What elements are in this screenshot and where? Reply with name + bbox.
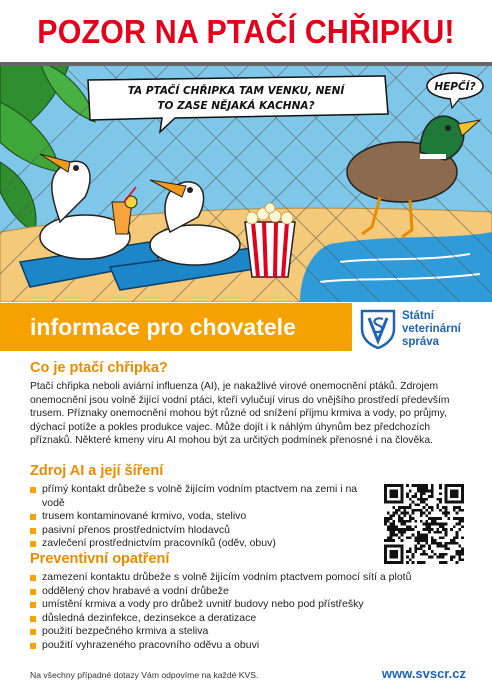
svs-logo [360,309,490,349]
section-what-is [30,360,470,457]
audience-banner: informace pro chovatele [0,303,352,351]
svs-shield-icon [360,309,396,349]
cartoon-illustration [0,62,492,302]
list-item: zavlečení prostřednictvím pracovníků (oděv, obuv) [30,537,380,551]
list-item: přímý kontakt drůbeže s volně žijícím vodním ptactvem na zemi i na vodě [30,483,380,510]
list-item: důsledná dezinfekce, dezinsekce a deratizace [30,612,470,626]
list-item: použití bezpečného krmiva a steliva [30,625,470,639]
section-prevention [30,551,470,653]
website-link[interactable]: www.svscr.cz [381,666,466,681]
bubble-right-text: HEPČÍ? [434,81,476,93]
logo-line2: veterinární [402,323,461,335]
logo-line3: správa [402,336,440,348]
prevention-list [30,571,470,653]
list-item: použití vyhrazeného pracovního oděvu a obuvi [30,639,470,653]
section1-heading: Co je ptačí chřipka? [30,360,168,376]
section1-text: Ptačí chřipka neboli aviární influenza (AI), je nakažlivé virové onemocnění ptáků. Zdrojem onemocnění jsou volně žijící vodní ptáci, kteří vylučují virus do vnějšího prostředí především trusem. Příznaky onemocnění mohou být různé od snížení příjmu krmiva a vody, po průjmy, dýchací potíže a pokles produkce vajec. Může dojít i k náhlým úhynům bez předchozích příznaků. Některé kmeny viru AI mohou být za určitých podmínek přenosné i na člověka. [30,381,450,447]
bubble-left-line1: TA PTAČÍ CHŘIPKA TAM VENKU, NENÍ [127,85,345,97]
poster-title: POZOR NA PTAČÍ CHŘIPKU! [37,13,455,50]
list-item: zamezení kontaktu drůbeže s volně žijícím vodním ptactvem pomocí sítí a plotů [30,571,470,585]
list-item: pasivní přenos prostřednictvím hlodavců [30,524,380,538]
sources-list [30,483,380,551]
logo-line1: Státní [402,310,434,322]
footer-note: Na všechny případné dotazy Vám odpovíme na každé KVS. [30,670,259,680]
cartoon-scene [0,62,492,302]
popcorn-box [245,203,295,277]
section2-heading: Zdroj AI a její šíření [30,463,164,479]
section3-heading: Preventivní opatření [30,551,170,567]
list-item: trusem kontaminované krmivo, voda, stelivo [30,510,380,524]
svs-logo-text [402,310,461,349]
list-item: oddělený chov hrabavé a vodní drůbeže [30,585,470,599]
list-item: umístění krmiva a vody pro drůbež uvnitř budovy nebo pod přístřešky [30,598,470,612]
bubble-left-line2: TO ZASE NĚJAKÁ KACHNA? [157,100,315,112]
section-sources [30,463,380,551]
